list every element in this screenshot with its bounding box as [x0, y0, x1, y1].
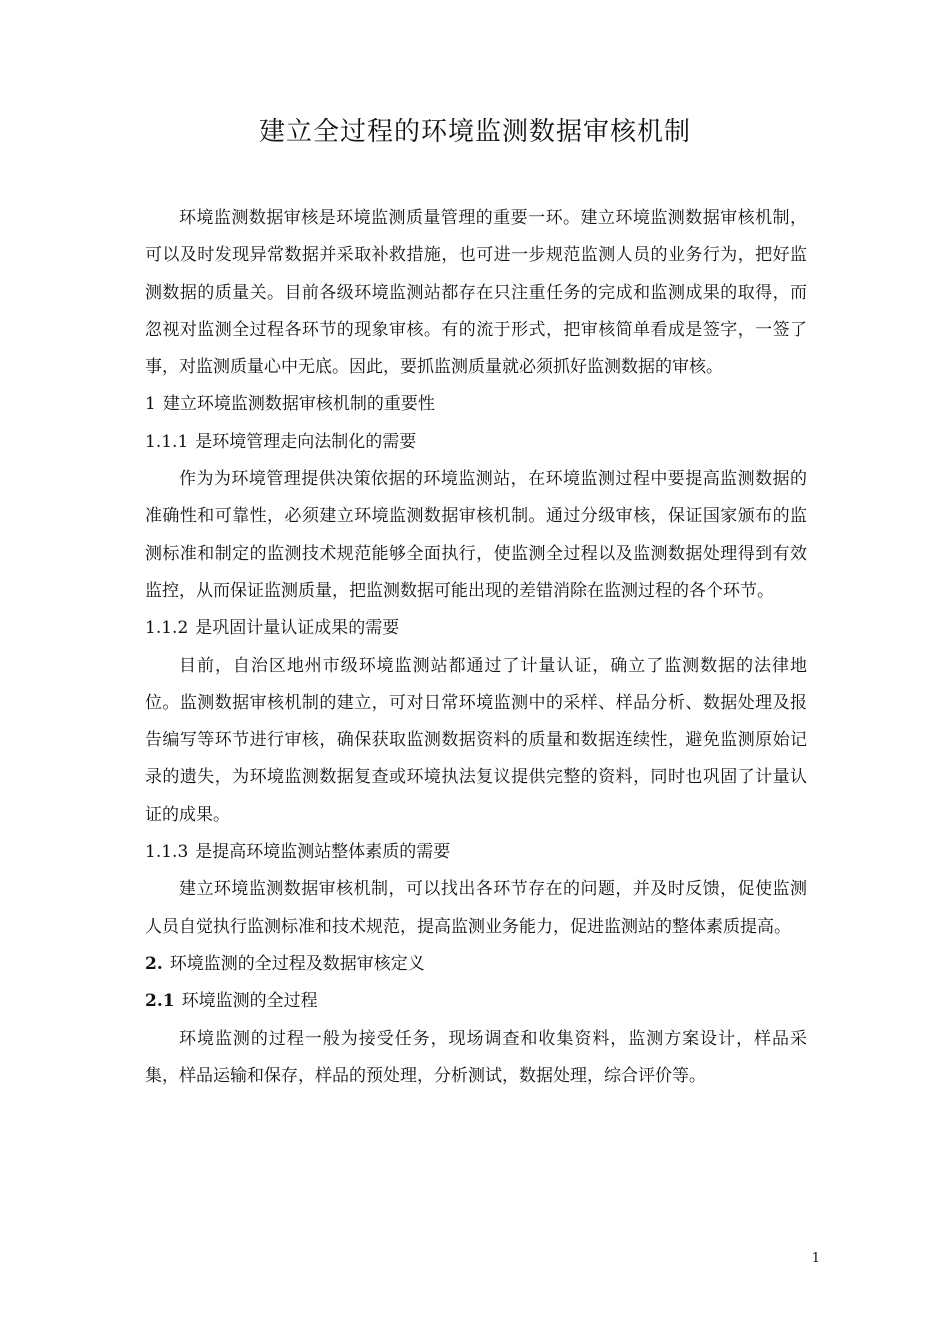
- subsection-number: 1.1.2: [145, 618, 189, 639]
- paragraph-intro: 环境监测数据审核是环境监测质量管理的重要一环。建立环境监测数据审核机制，可以及时发现异常数据并采取补救措施，也可进一步规范监测人员的业务行为，把好监测数据的质量关。目前各级环境监测站都存在只注重任务的完成和监测成果的取得，而忽视对监测全过程各环节的现象审核。有的流于形式，把审核简单看成是签字，一签了事，对监测质量心中无底。因此，要抓监测质量就必须抓好监测数据的审核。: [145, 208, 807, 378]
- subsection-title: 是环境管理走向法制化的需要: [195, 431, 417, 452]
- subsection-heading-2-1: [145, 983, 807, 1020]
- paragraph-1-1-1: 作为为环境管理提供决策依据的环境监测站，在环境监测过程中要提高监测数据的准确性和可靠性，必须建立环境监测数据审核机制。通过分级审核，保证国家颁布的监测标准和制定的监测技术规范能够全面执行，使监测全过程以及监测数据处理得到有效监控，从而保证监测质量，把监测数据可能出现的差错消除在监测过程的各个环节。: [145, 469, 807, 601]
- section-heading-1: [145, 386, 807, 423]
- subsection-title: 是提高环境监测站整体素质的需要: [195, 842, 451, 863]
- subsection-title: 环境监测的全过程: [181, 991, 318, 1012]
- subsection-number: 1.1.1: [145, 431, 189, 452]
- subsection-heading-1-1-2: [145, 610, 807, 647]
- page-number: 1: [811, 1251, 820, 1266]
- subsection-title: 是巩固计量认证成果的需要: [195, 618, 400, 639]
- subsection-heading-1-1-3: [145, 834, 807, 871]
- subsection-number: 2.1: [145, 991, 175, 1012]
- paragraph-2-1: 环境监测的过程一般为接受任务，现场调查和收集资料，监测方案设计，样品采集，样品运输和保存，样品的预处理，分析测试，数据处理，综合评价等。: [145, 1028, 807, 1086]
- section-number: 1: [145, 394, 156, 415]
- document-title: 建立全过程的环境监测数据审核机制: [258, 117, 691, 147]
- paragraph-1-1-2: 目前，自治区地州市级环境监测站都通过了计量认证，确立了监测数据的法律地位。监测数据审核机制的建立，可对日常环境监测中的采样、样品分析、数据处理及报告编写等环节进行审核，确保获取监测数据资料的质量和数据连续性，避免监测原始记录的遗失，为环境监测数据复查或环境执法复议提供完整的资料，同时也巩固了计量认证的成果。: [145, 655, 807, 825]
- subsection-heading-1-1-1: [145, 424, 807, 461]
- document-body: [145, 200, 807, 1095]
- subsection-number: 1.1.3: [145, 842, 189, 863]
- section-heading-2: [145, 946, 807, 983]
- section-number: 2.: [145, 953, 163, 974]
- paragraph-1-1-3: 建立环境监测数据审核机制，可以找出各环节存在的问题，并及时反馈，促使监测人员自觉执行监测标准和技术规范，提高监测业务能力，促进监测站的整体素质提高。: [145, 879, 807, 937]
- section-title: 建立环境监测数据审核机制的重要性: [162, 394, 435, 415]
- section-title: 环境监测的全过程及数据审核定义: [169, 953, 425, 974]
